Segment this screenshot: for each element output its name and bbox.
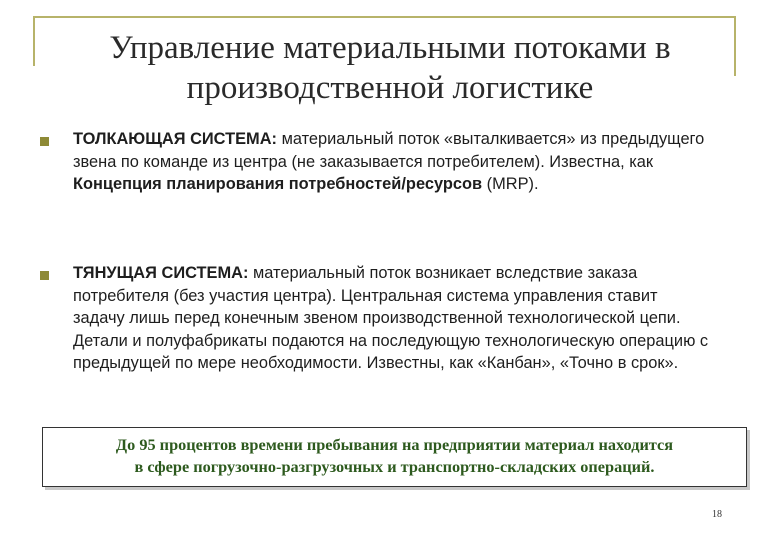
page-number: 18 [712,509,722,520]
bullet-label: ТОЛКАЮЩАЯ СИСТЕМА: [73,130,278,148]
slide-title [40,28,740,108]
bullet-text [73,262,713,375]
square-bullet-icon [40,137,49,146]
callout-box [42,427,747,487]
bullet-label: ТЯНУЩАЯ СИСТЕМА: [73,264,249,282]
bullet-bold-term: Концепция планирования потребностей/ресурсов [73,175,483,194]
slide-title-line2: производственной логистике [186,70,594,106]
bullet-body-end: (MRP). [482,175,539,194]
bullet-body: материальный поток возникает вследствие заказа потребителя (без участия центра). Центральная система управления ставит задачу лишь перед конечным звеном производственной технологической цепи. Детали и полуфабрикаты подаются на последующую технологическую операцию с предыдущей по мере необходимости. Известны, как «Канбан», «Точно в срок». [73,264,709,373]
frame-left-line [33,16,35,66]
callout-line2: в сфере погрузочно-разгрузочных и транспортно-складских операций. [134,457,655,476]
slide-title-line1: Управление материальными потоками в [109,30,671,66]
square-bullet-icon [40,271,49,280]
bullet-text [73,128,713,196]
callout-line1: До 95 процентов времени пребывания на предприятии материал находится [115,435,674,454]
bullet-body: материальный поток «выталкивается» из предыдущего звена по команде из центра (не заказывается потребителем). Известна, как [73,130,705,171]
frame-top-line [33,16,736,18]
